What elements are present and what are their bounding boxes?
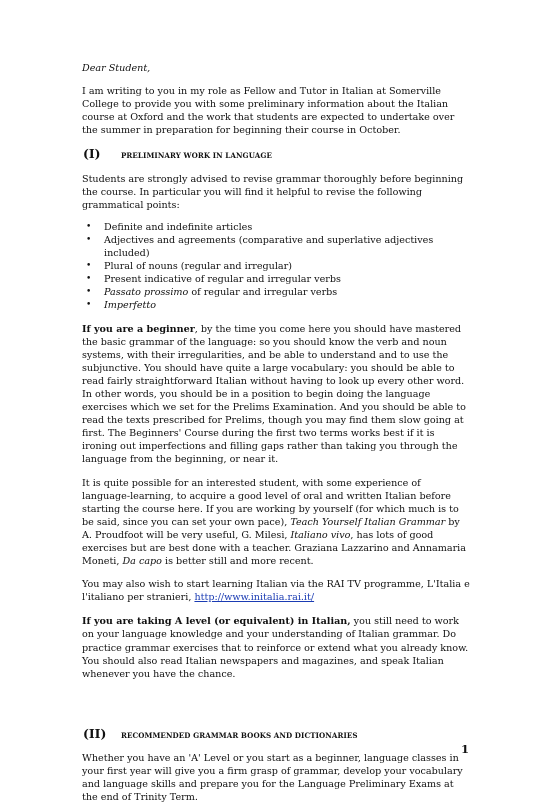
beginner-paragraph xyxy=(82,323,470,467)
list-item xyxy=(82,299,470,312)
italic-term: Imperfetto xyxy=(104,300,157,312)
self-study-paragraph xyxy=(82,477,470,569)
book-title: Italiano vivo xyxy=(290,529,351,541)
paragraph-text: is better still and more recent. xyxy=(161,556,314,568)
spacer xyxy=(82,604,470,615)
paragraph-text: you still need to work on your language knowledge and your understanding of Italian grammar. Do practice grammar exercises that to reinforce or extend what you already know. You should also read Italian newspapers and magazines, and speak Italian whenever you have the chance. xyxy=(82,616,469,680)
paragraph-text: It is quite possible for an interested student, with some experience of language-learning, to acquire a good level of oral and written Italian before starting the course here. If you are working by yourself (for which much is to be said, since you can set your own pace), xyxy=(82,477,459,528)
spacer xyxy=(82,691,470,725)
list-item xyxy=(82,286,470,299)
section-number: (II) xyxy=(83,725,107,741)
rai-paragraph xyxy=(82,578,470,604)
section-lead-paragraph: Whether you have an 'A' Level or you start as a beginner, language classes in your first year will give you a firm grasp of grammar, develop your vocabulary and language skills and prepare you for the Language Preliminary Exams at the end of Trinity Term. xyxy=(82,752,463,804)
section-heading-2 xyxy=(82,727,470,742)
list-item: • Adjectives and agreements (comparative and superlative adjectives included) xyxy=(82,234,470,260)
grammar-points-list xyxy=(82,221,470,313)
letter-body xyxy=(82,62,470,804)
section-heading-1 xyxy=(82,147,470,162)
italic-term: Passato prossimo xyxy=(104,287,189,299)
paragraph-text: , by the time you come here you should have mastered the basic grammar of the language: so you should know the verb and noun systems, with their irregularities, and be able to understand and to use the subjunctive. You should have quite a large vocabulary: you should be able to read fairly straightforward Italian without having to look up every other word. In other words, you should be in a position to begin doing the language exercises which we set for the Prelims Examination. And you should be able to read the texts prescribed for Prelims, though you may find them slow going at first. The Beginners' Course during the first two terms works best if it is ironing out imperfections and filling gaps rather than taking you through the language from the beginning, or near it. xyxy=(82,323,466,466)
book-title: Da capo xyxy=(122,556,162,568)
page-number: 1 xyxy=(461,742,470,756)
a-level-paragraph xyxy=(82,615,470,680)
section-lead-paragraph: Students are strongly advised to revise grammar thoroughly before beginning the course. In particular you will find it helpful to revise the following grammatical points: xyxy=(82,173,464,211)
bold-lead: If you are a beginner xyxy=(82,323,195,335)
section-title: RECOMMENDED GRAMMAR BOOKS AND DICTIONARIES xyxy=(121,730,358,740)
salutation: Dear Student, xyxy=(82,63,151,74)
rai-link[interactable]: http://www.initalia.rai.it/ xyxy=(194,592,315,604)
book-title: Teach Yourself Italian Grammar xyxy=(290,516,446,528)
list-item-text: of regular and irregular verbs xyxy=(188,287,338,299)
bold-lead: If you are taking A level (or equivalent) in Italian, xyxy=(82,616,351,628)
section-title: PRELIMINARY WORK IN LANGUAGE xyxy=(121,151,273,161)
paragraph-text: , has lots of good exercises but are best done with a teacher. Graziana Lazzarino and Annamaria Moneti, xyxy=(82,529,466,568)
paragraph-text: by A. Proudfoot will be very useful, G. Milesi, xyxy=(82,516,460,541)
list-item: • Plural of nouns (regular and irregular) xyxy=(82,260,470,273)
list-item: • Definite and indefinite articles xyxy=(82,221,470,234)
section-number: (I) xyxy=(83,146,101,162)
list-item: • Present indicative of regular and irregular verbs xyxy=(82,273,470,286)
intro-paragraph: I am writing to you in my role as Fellow and Tutor in Italian at Somerville College to provide you with some preliminary information about the Italian course at Oxford and the work that students are expected to undertake over the summer in preparation for beginning their course in October. xyxy=(82,86,455,137)
paragraph-text: You may also wish to start learning Italian via the RAI TV programme, L'Italia e l'italiano per stranieri, xyxy=(82,579,470,604)
